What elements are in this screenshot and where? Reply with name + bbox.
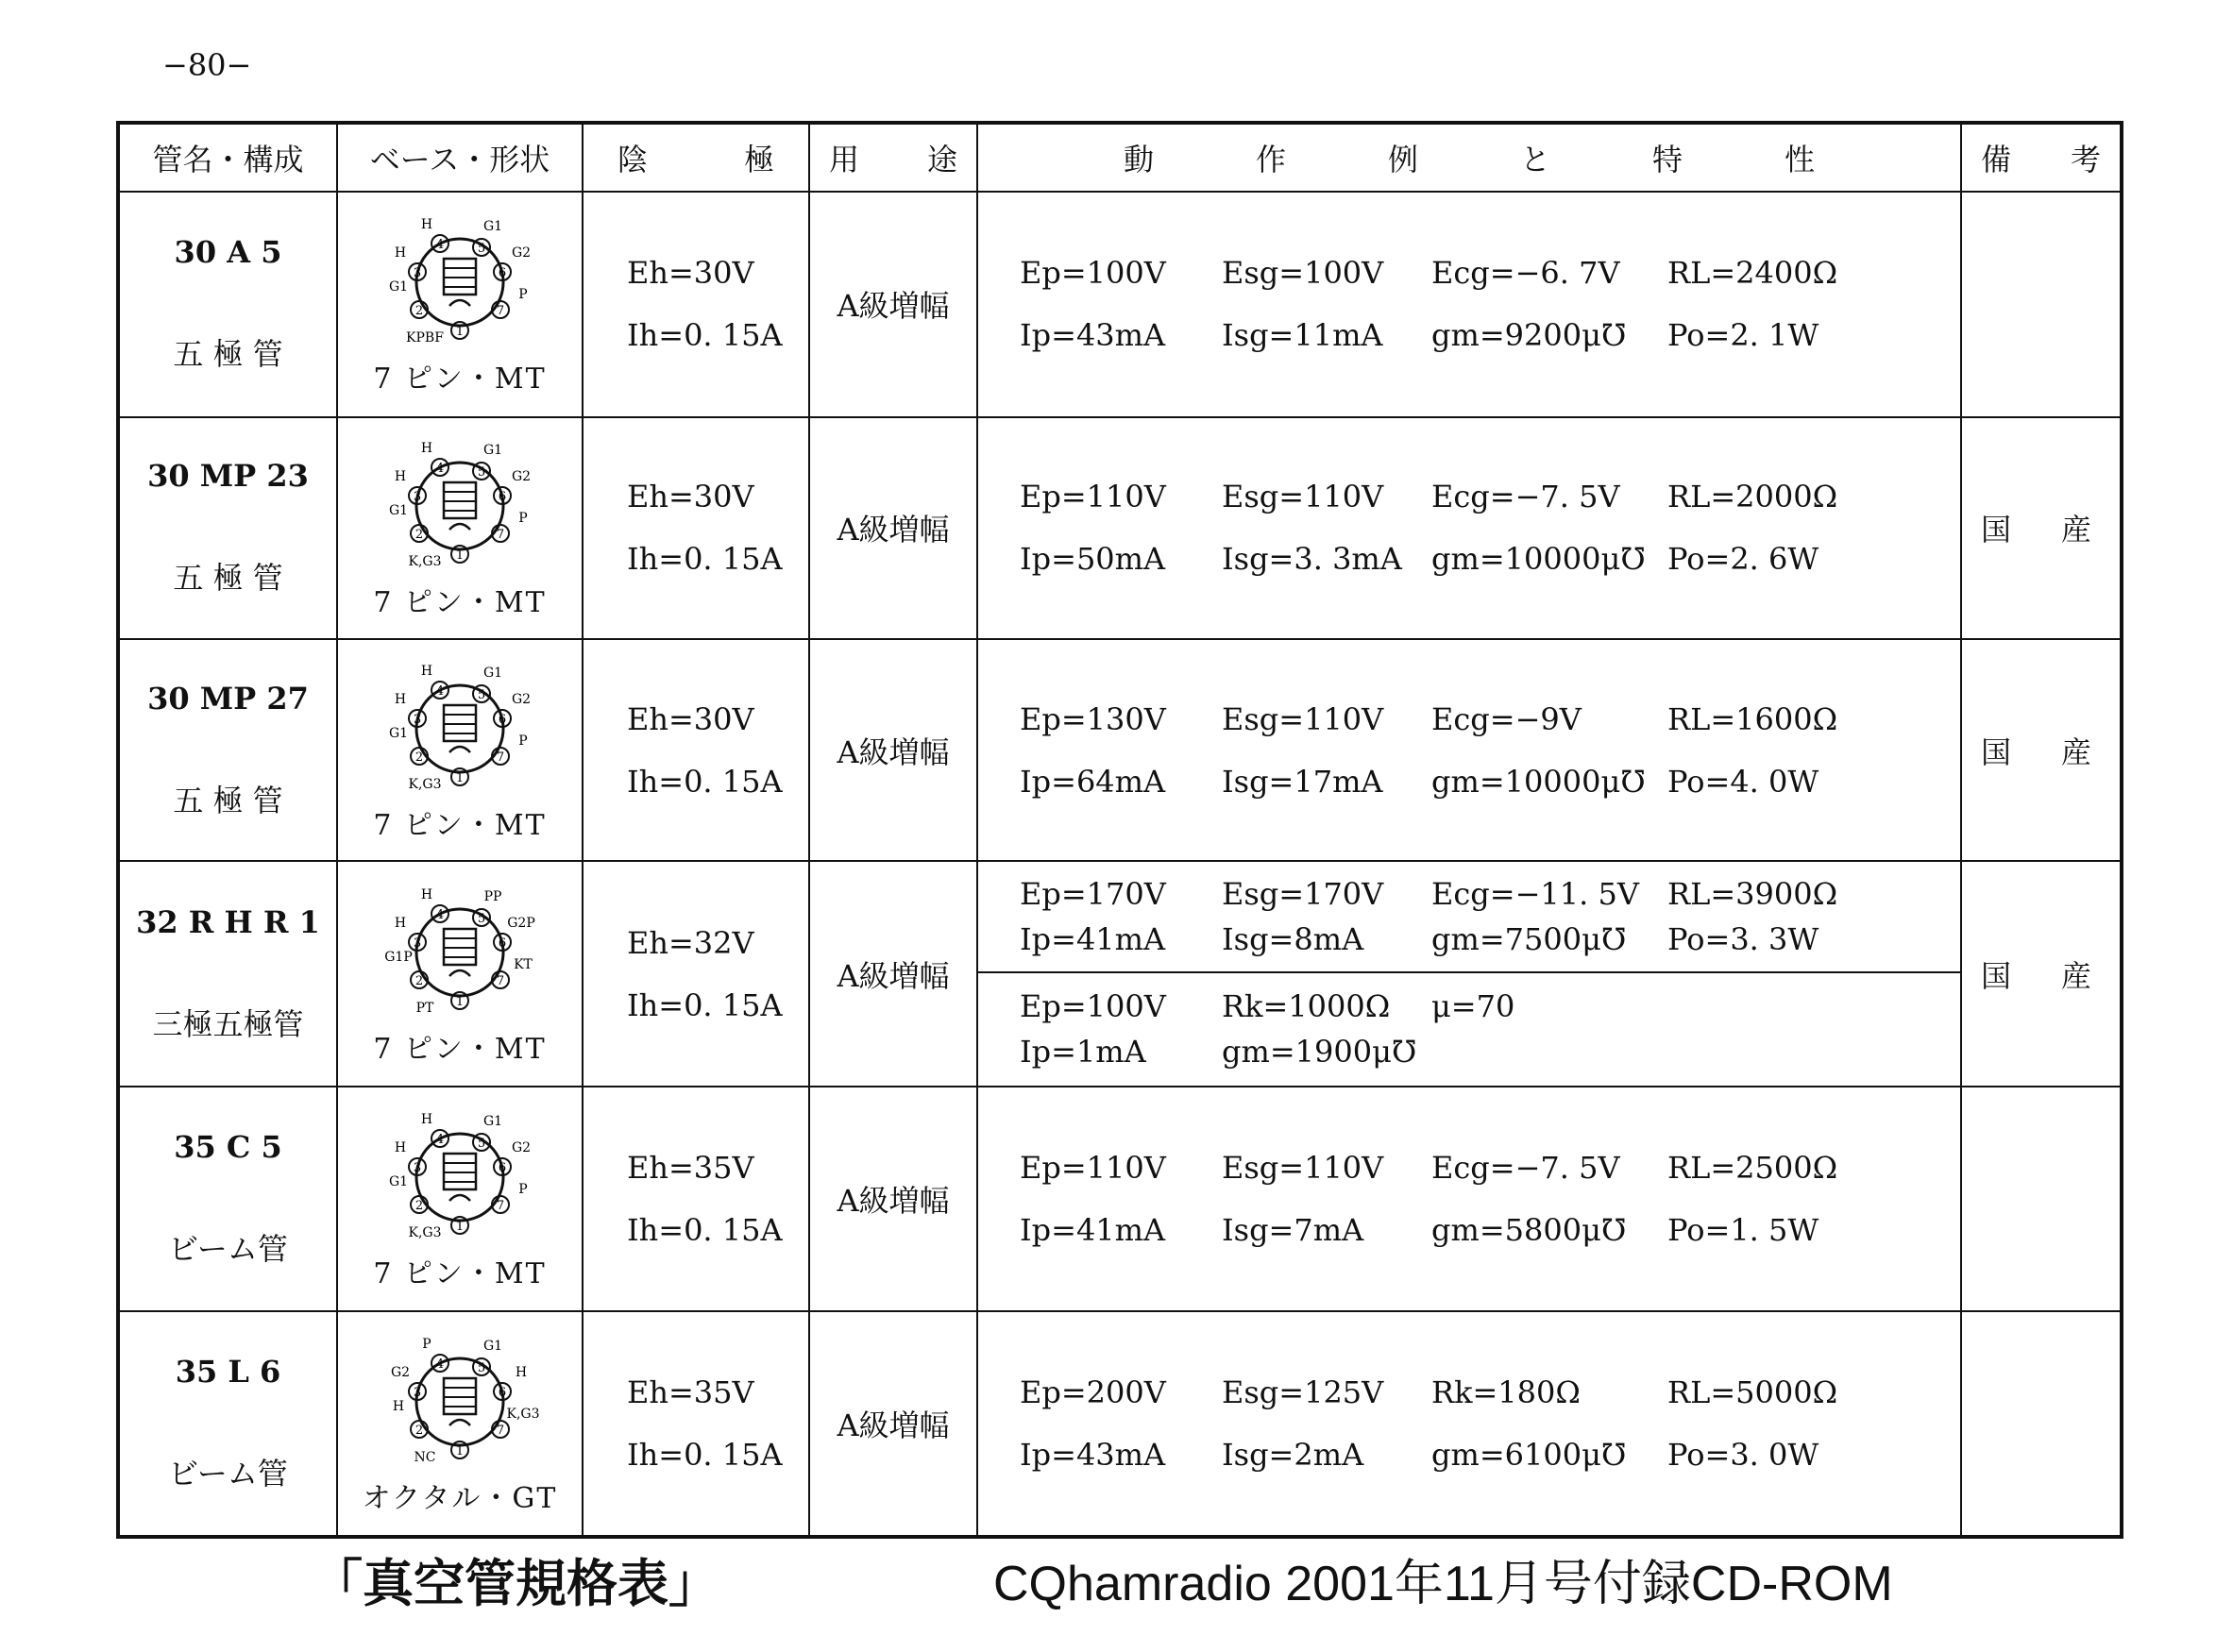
svg-text:7: 7 bbox=[496, 750, 505, 765]
svg-text:3: 3 bbox=[413, 712, 422, 727]
svg-text:K,G3: K,G3 bbox=[408, 776, 442, 792]
svg-text:4: 4 bbox=[435, 1357, 445, 1373]
tube-spec-table bbox=[116, 121, 2123, 1539]
remark-cell bbox=[1961, 861, 2122, 1087]
svg-text:2: 2 bbox=[414, 1424, 424, 1439]
tube-row bbox=[118, 1087, 2122, 1312]
heater-current: Ih=0. 15A bbox=[627, 317, 783, 354]
tube-type: 30 MP 23 bbox=[147, 458, 309, 495]
heater-current: Ih=0. 15A bbox=[627, 1212, 783, 1249]
tube-type: 30 A 5 bbox=[174, 234, 282, 271]
tube-structure: 五 極 管 bbox=[173, 560, 283, 597]
characteristic-value: Esg=110V bbox=[1222, 1150, 1384, 1187]
characteristics-line bbox=[978, 1029, 1960, 1074]
svg-text:4: 4 bbox=[435, 683, 445, 699]
svg-text:5: 5 bbox=[477, 1137, 486, 1152]
svg-text:G1: G1 bbox=[388, 725, 409, 741]
svg-text:H: H bbox=[394, 915, 407, 931]
header-name: 管名・構成 bbox=[118, 123, 337, 192]
tube-structure: 五 極 管 bbox=[173, 782, 283, 818]
svg-text:H: H bbox=[515, 1365, 528, 1381]
svg-text:3: 3 bbox=[413, 266, 422, 281]
svg-text:5: 5 bbox=[477, 687, 486, 702]
characteristics-line bbox=[978, 1199, 1960, 1261]
svg-text:G2: G2 bbox=[511, 1140, 532, 1156]
characteristics-line bbox=[978, 528, 1960, 590]
base-cell bbox=[337, 861, 583, 1087]
heater-current: Ih=0. 15A bbox=[627, 986, 783, 1023]
characteristic-value: RL=1600Ω bbox=[1667, 700, 1838, 737]
header-base: ベース・形状 bbox=[337, 123, 583, 192]
svg-text:G1: G1 bbox=[482, 1339, 503, 1355]
svg-text:G1: G1 bbox=[482, 219, 503, 235]
svg-text:KT: KT bbox=[514, 956, 533, 972]
svg-text:P: P bbox=[422, 1337, 431, 1353]
svg-text:K,G3: K,G3 bbox=[408, 1225, 442, 1241]
use-cell: A級増幅 bbox=[809, 1087, 977, 1312]
pin-diagram-icon bbox=[389, 435, 531, 577]
characteristic-value: gm=9200μ℧ bbox=[1431, 317, 1627, 354]
svg-text:7: 7 bbox=[496, 1199, 505, 1214]
base-type: 7 ピン・MT bbox=[373, 1257, 547, 1291]
svg-text:5: 5 bbox=[477, 1361, 486, 1376]
svg-text:KPBF: KPBF bbox=[406, 330, 444, 346]
header-cathode: 陰 極 bbox=[583, 123, 809, 192]
characteristic-value: gm=1900μ℧ bbox=[1222, 1034, 1417, 1070]
svg-text:G1: G1 bbox=[482, 443, 503, 459]
tube-type: 32 R H R 1 bbox=[136, 903, 320, 940]
characteristics-line bbox=[978, 750, 1960, 813]
svg-text:7: 7 bbox=[496, 1424, 505, 1439]
svg-text:G1: G1 bbox=[482, 1114, 503, 1130]
svg-text:H: H bbox=[392, 1399, 405, 1415]
svg-text:2: 2 bbox=[414, 528, 424, 543]
svg-text:G2: G2 bbox=[390, 1365, 411, 1381]
characteristics-cell bbox=[977, 639, 1961, 861]
base-cell bbox=[337, 192, 583, 417]
characteristics-line bbox=[978, 304, 1960, 366]
svg-text:1: 1 bbox=[455, 548, 465, 564]
svg-text:6: 6 bbox=[498, 936, 507, 951]
tube-name-cell bbox=[118, 861, 337, 1087]
cathode-cell bbox=[583, 861, 809, 1087]
remark-cell bbox=[1961, 417, 2122, 639]
characteristics-cell bbox=[977, 1311, 1961, 1537]
characteristic-value: Ep=110V bbox=[1020, 1150, 1166, 1187]
svg-text:H: H bbox=[394, 691, 407, 707]
svg-text:7: 7 bbox=[496, 973, 505, 988]
use-cell: A級増幅 bbox=[809, 1311, 977, 1537]
base-cell bbox=[337, 417, 583, 639]
characteristic-value: Esg=125V bbox=[1222, 1374, 1384, 1411]
svg-text:G1: G1 bbox=[482, 665, 503, 681]
svg-text:3: 3 bbox=[413, 936, 422, 951]
base-type: 7 ピン・MT bbox=[373, 586, 547, 620]
header-use: 用 途 bbox=[809, 123, 977, 192]
remark-char: 産 bbox=[2060, 512, 2091, 548]
characteristic-value: RL=3900Ω bbox=[1667, 876, 1838, 913]
tube-row bbox=[118, 1311, 2122, 1537]
svg-text:H: H bbox=[420, 663, 433, 679]
heater-current: Ih=0. 15A bbox=[627, 1437, 783, 1474]
characteristic-value: Ecg=−6. 7V bbox=[1431, 255, 1620, 292]
svg-text:G2: G2 bbox=[511, 469, 532, 485]
characteristic-value: Po=3. 0W bbox=[1667, 1437, 1819, 1474]
svg-text:H: H bbox=[420, 441, 433, 457]
pin-diagram-icon bbox=[389, 658, 531, 800]
characteristic-value: Isg=8mA bbox=[1222, 921, 1364, 958]
tube-type: 30 MP 27 bbox=[147, 680, 309, 716]
cathode-cell bbox=[583, 192, 809, 417]
characteristic-value: Ep=170V bbox=[1020, 876, 1166, 913]
heater-current: Ih=0. 15A bbox=[627, 763, 783, 800]
svg-text:6: 6 bbox=[498, 490, 507, 505]
heater-voltage: Eh=35V bbox=[627, 1150, 754, 1187]
characteristic-value: Isg=7mA bbox=[1222, 1212, 1364, 1249]
svg-text:PP: PP bbox=[483, 888, 502, 904]
svg-text:P: P bbox=[518, 511, 528, 527]
svg-text:4: 4 bbox=[435, 907, 445, 922]
heater-current: Ih=0. 15A bbox=[627, 541, 783, 578]
characteristic-value: Po=3. 3W bbox=[1667, 921, 1819, 958]
svg-text:6: 6 bbox=[498, 1161, 507, 1176]
tube-name-cell bbox=[118, 1311, 337, 1537]
characteristic-value: Ep=200V bbox=[1020, 1374, 1166, 1411]
svg-text:2: 2 bbox=[414, 304, 424, 319]
characteristic-value: RL=5000Ω bbox=[1667, 1374, 1838, 1411]
cathode-cell bbox=[583, 417, 809, 639]
heater-voltage: Eh=30V bbox=[627, 700, 754, 737]
tube-row bbox=[118, 639, 2122, 861]
svg-text:7: 7 bbox=[496, 304, 505, 319]
remark-char: 産 bbox=[2060, 957, 2091, 994]
characteristic-value: Ip=1mA bbox=[1020, 1034, 1146, 1070]
tube-name-cell bbox=[118, 192, 337, 417]
pin-diagram-icon bbox=[389, 1106, 531, 1248]
svg-text:H: H bbox=[394, 245, 407, 261]
cathode-cell bbox=[583, 1087, 809, 1312]
remark-char: 国 bbox=[1981, 957, 2012, 994]
characteristic-value: Ip=41mA bbox=[1020, 921, 1166, 958]
characteristic-value: Ip=43mA bbox=[1020, 1437, 1166, 1474]
characteristic-value: Isg=11mA bbox=[1222, 317, 1383, 354]
characteristic-value: gm=10000μ℧ bbox=[1431, 763, 1646, 800]
svg-text:1: 1 bbox=[455, 1444, 465, 1459]
tube-structure: ビーム管 bbox=[168, 1231, 288, 1268]
svg-text:K,G3: K,G3 bbox=[408, 554, 442, 570]
heater-voltage: Eh=30V bbox=[627, 479, 754, 515]
svg-text:6: 6 bbox=[498, 266, 507, 281]
use-cell: A級増幅 bbox=[809, 639, 977, 861]
characteristic-value: RL=2500Ω bbox=[1667, 1150, 1838, 1187]
characteristic-value: Ecg=−7. 5V bbox=[1431, 1150, 1620, 1187]
characteristics-line bbox=[978, 465, 1960, 528]
use-cell: A級増幅 bbox=[809, 861, 977, 1087]
characteristics-line bbox=[978, 242, 1960, 304]
svg-text:G1P: G1P bbox=[384, 949, 413, 965]
svg-text:NC: NC bbox=[414, 1450, 436, 1466]
characteristics-cell bbox=[977, 417, 1961, 639]
svg-text:P: P bbox=[518, 733, 528, 749]
svg-text:2: 2 bbox=[414, 1199, 424, 1214]
base-type: 7 ピン・MT bbox=[373, 1032, 547, 1066]
svg-text:H: H bbox=[420, 217, 433, 233]
remark-char: 国 bbox=[1981, 733, 2012, 770]
svg-text:H: H bbox=[394, 469, 407, 485]
cathode-cell bbox=[583, 639, 809, 861]
base-cell bbox=[337, 1311, 583, 1537]
svg-text:K,G3: K,G3 bbox=[506, 1407, 540, 1423]
characteristics-line bbox=[978, 1137, 1960, 1199]
tube-name-cell bbox=[118, 1087, 337, 1312]
characteristic-value: Ecg=−11. 5V bbox=[1431, 876, 1639, 913]
remark-cell bbox=[1961, 1087, 2122, 1312]
tube-structure: 三極五極管 bbox=[152, 1005, 304, 1042]
characteristic-value: Po=1. 5W bbox=[1667, 1212, 1819, 1249]
use-cell: A級増幅 bbox=[809, 192, 977, 417]
svg-text:2: 2 bbox=[414, 750, 424, 765]
heater-voltage: Eh=35V bbox=[627, 1374, 754, 1411]
characteristics-line bbox=[978, 1361, 1960, 1424]
svg-text:3: 3 bbox=[413, 1386, 422, 1401]
svg-text:7: 7 bbox=[496, 528, 505, 543]
heater-voltage: Eh=30V bbox=[627, 255, 754, 292]
svg-text:H: H bbox=[420, 886, 433, 902]
characteristics-line bbox=[978, 1424, 1960, 1486]
characteristic-value: Po=2. 1W bbox=[1667, 317, 1819, 354]
base-type: オクタル・GT bbox=[362, 1482, 558, 1516]
characteristic-value: Po=2. 6W bbox=[1667, 541, 1819, 578]
characteristic-value: gm=7500μ℧ bbox=[1431, 921, 1627, 958]
svg-text:6: 6 bbox=[498, 1386, 507, 1401]
header-remarks: 備 考 bbox=[1961, 123, 2122, 192]
characteristic-value: gm=5800μ℧ bbox=[1431, 1212, 1627, 1249]
tube-row bbox=[118, 192, 2122, 417]
footer-title: 「真空管規格表」 bbox=[312, 1556, 719, 1612]
svg-text:3: 3 bbox=[413, 490, 422, 505]
svg-text:1: 1 bbox=[455, 994, 465, 1009]
svg-text:1: 1 bbox=[455, 325, 465, 340]
characteristic-value: Rk=1000Ω bbox=[1222, 988, 1391, 1025]
svg-text:4: 4 bbox=[435, 238, 445, 253]
svg-text:H: H bbox=[394, 1140, 407, 1156]
footer-source: CQhamradio 2001年11月号付録CD-ROM bbox=[993, 1557, 1893, 1611]
pin-diagram-icon bbox=[384, 882, 535, 1023]
svg-text:G2P: G2P bbox=[507, 915, 535, 931]
characteristics-cell bbox=[977, 192, 1961, 417]
characteristic-value: Ep=100V bbox=[1020, 988, 1166, 1025]
characteristic-value: μ=70 bbox=[1431, 988, 1515, 1025]
remark-cell bbox=[1961, 639, 2122, 861]
characteristic-value: Ep=110V bbox=[1020, 479, 1166, 515]
svg-text:G2: G2 bbox=[511, 691, 532, 707]
characteristic-value: Ecg=−7. 5V bbox=[1431, 479, 1620, 515]
tube-structure: 五 極 管 bbox=[173, 336, 283, 373]
svg-text:G1: G1 bbox=[388, 279, 409, 295]
characteristic-value: RL=2400Ω bbox=[1667, 255, 1838, 292]
tube-row bbox=[118, 417, 2122, 639]
characteristic-value: Ip=50mA bbox=[1020, 541, 1166, 578]
characteristics-line bbox=[978, 917, 1960, 962]
header-characteristics: 動 作 例 と 特 性 bbox=[977, 123, 1961, 192]
page-number: −80− bbox=[162, 47, 252, 83]
svg-text:1: 1 bbox=[455, 770, 465, 785]
characteristic-value: Ip=64mA bbox=[1020, 763, 1166, 800]
svg-text:1: 1 bbox=[455, 1220, 465, 1235]
cathode-cell bbox=[583, 1311, 809, 1537]
characteristic-value: Esg=100V bbox=[1222, 255, 1384, 292]
characteristics-line bbox=[978, 688, 1960, 750]
tube-name-cell bbox=[118, 639, 337, 861]
tube-type: 35 L 6 bbox=[175, 1354, 281, 1391]
svg-text:5: 5 bbox=[477, 242, 486, 257]
characteristic-value: gm=10000μ℧ bbox=[1431, 541, 1646, 578]
characteristics-line bbox=[978, 984, 1960, 1029]
svg-text:P: P bbox=[518, 1182, 528, 1198]
svg-text:G1: G1 bbox=[388, 1174, 409, 1190]
svg-text:PT: PT bbox=[415, 1000, 434, 1016]
characteristic-value: Esg=110V bbox=[1222, 479, 1384, 515]
characteristics-cell bbox=[977, 1087, 1961, 1312]
tube-type: 35 C 5 bbox=[174, 1129, 282, 1166]
base-type: 7 ピン・MT bbox=[373, 362, 547, 396]
svg-text:5: 5 bbox=[477, 465, 486, 480]
characteristic-value: Esg=170V bbox=[1222, 876, 1384, 913]
remark-cell bbox=[1961, 192, 2122, 417]
tube-name-cell bbox=[118, 417, 337, 639]
svg-text:4: 4 bbox=[435, 1133, 445, 1148]
characteristic-value: Ep=100V bbox=[1020, 255, 1166, 292]
characteristic-value: Ecg=−9V bbox=[1431, 700, 1582, 737]
use-cell: A級増幅 bbox=[809, 417, 977, 639]
characteristic-value: Rk=180Ω bbox=[1431, 1374, 1581, 1411]
characteristic-value: RL=2000Ω bbox=[1667, 479, 1838, 515]
characteristics-cell bbox=[977, 861, 1961, 1087]
pin-diagram-icon bbox=[389, 1331, 540, 1473]
svg-text:P: P bbox=[518, 287, 528, 303]
remark-char: 産 bbox=[2060, 733, 2091, 770]
svg-text:G2: G2 bbox=[511, 245, 532, 261]
heater-voltage: Eh=32V bbox=[627, 924, 754, 961]
tube-row bbox=[118, 861, 2122, 1087]
characteristic-value: gm=6100μ℧ bbox=[1431, 1437, 1627, 1474]
tube-structure: ビーム管 bbox=[168, 1456, 288, 1492]
remark-char: 国 bbox=[1981, 512, 2012, 548]
characteristic-value: Esg=110V bbox=[1222, 700, 1384, 737]
svg-text:G1: G1 bbox=[388, 503, 409, 519]
characteristic-value: Ip=43mA bbox=[1020, 317, 1166, 354]
svg-text:2: 2 bbox=[414, 973, 424, 988]
svg-text:4: 4 bbox=[435, 462, 445, 477]
pin-diagram-icon bbox=[389, 211, 531, 353]
characteristic-value: Isg=2mA bbox=[1222, 1437, 1364, 1474]
svg-text:5: 5 bbox=[477, 911, 486, 926]
base-cell bbox=[337, 639, 583, 861]
base-cell bbox=[337, 1087, 583, 1312]
svg-text:H: H bbox=[420, 1112, 433, 1128]
svg-text:3: 3 bbox=[413, 1161, 422, 1176]
characteristic-value: Isg=17mA bbox=[1222, 763, 1383, 800]
svg-text:6: 6 bbox=[498, 712, 507, 727]
remark-cell bbox=[1961, 1311, 2122, 1537]
header-row bbox=[118, 123, 2122, 192]
base-type: 7 ピン・MT bbox=[373, 808, 547, 842]
characteristic-value: Ep=130V bbox=[1020, 700, 1166, 737]
characteristic-value: Po=4. 0W bbox=[1667, 763, 1819, 800]
characteristics-line bbox=[978, 871, 1960, 917]
characteristic-value: Isg=3. 3mA bbox=[1222, 541, 1402, 578]
characteristic-value: Ip=41mA bbox=[1020, 1212, 1166, 1249]
